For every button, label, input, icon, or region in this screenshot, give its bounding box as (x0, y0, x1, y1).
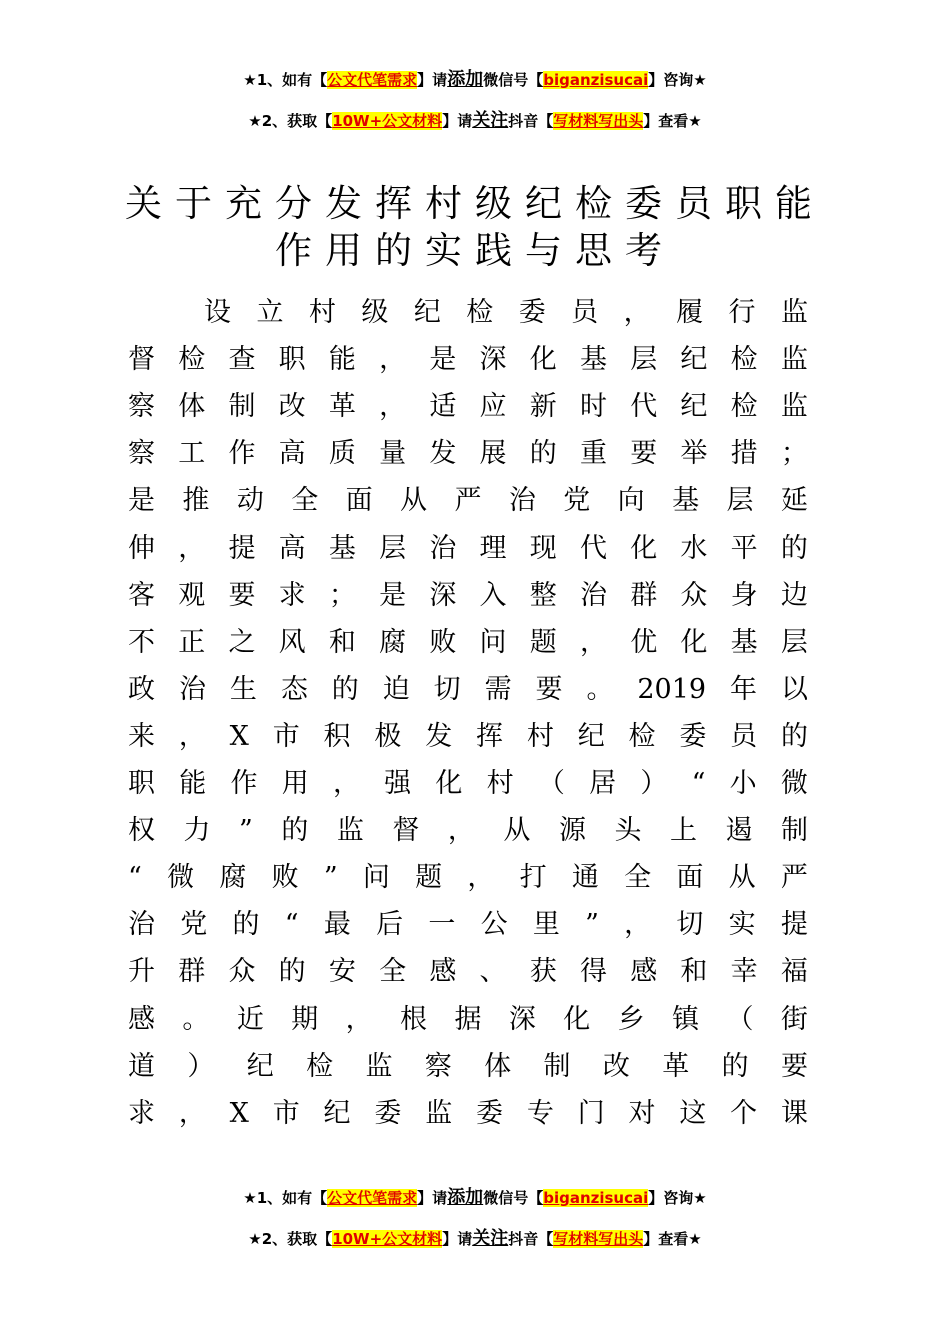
body-char: 基 (328, 532, 356, 564)
body-char: 市 (272, 1097, 300, 1129)
body-char: 全 (291, 485, 319, 517)
body-char: “ (284, 909, 299, 941)
promo-text: 抖音【 (508, 112, 554, 130)
body-char: 群 (630, 579, 658, 611)
body-line (128, 576, 808, 616)
body-char: 检 (628, 720, 656, 752)
body-char: 高 (278, 438, 306, 470)
body-char: 应 (479, 391, 507, 423)
body-char: 镇 (672, 1003, 700, 1035)
body-char: 员 (730, 720, 758, 752)
body-line (128, 764, 808, 804)
body-char: 检 (730, 344, 758, 376)
body-char: （ (537, 768, 565, 799)
body-char: 从 (728, 862, 756, 894)
body-char: 治 (508, 485, 536, 517)
body-char: 公 (480, 909, 508, 941)
body-char: 新 (529, 391, 557, 423)
body-char: ； (780, 438, 808, 470)
body-char: 察 (128, 391, 155, 423)
body-char: 的 (780, 532, 808, 564)
body-char: 监 (780, 297, 808, 328)
header-promo-line-1 (0, 70, 950, 90)
body-char: 立 (256, 297, 284, 328)
body-char: 质 (328, 438, 356, 470)
body-char: 纪 (323, 1097, 351, 1129)
body-char: 深 (429, 579, 457, 611)
body-char: 的 (278, 956, 306, 988)
body-char: 委 (518, 297, 546, 328)
body-line (128, 340, 808, 380)
body-char: ） (187, 1050, 215, 1082)
body-char: ， (447, 815, 475, 847)
body-char: 败 (271, 862, 299, 894)
body-line (128, 1094, 808, 1134)
body-char: 课 (781, 1097, 808, 1129)
body-char: 监 (780, 344, 808, 376)
body-char: ， (178, 1097, 206, 1129)
body-char: 职 (128, 768, 155, 799)
body-char: 行 (728, 297, 756, 328)
body-char: 察 (424, 1050, 452, 1082)
body-char: 检 (466, 297, 494, 328)
body-char: 个 (730, 1097, 758, 1129)
body-char: 要 (535, 673, 563, 705)
body-char: 层 (379, 532, 407, 564)
body-char: X (229, 720, 249, 752)
body-char: 根 (400, 1003, 428, 1035)
promo-text: ★1、如有【 (243, 71, 328, 89)
body-char: 纪 (413, 297, 441, 328)
body-char: 来 (128, 720, 155, 752)
body-char: 福 (780, 956, 808, 988)
document-title-line-2: 作用的实践与思考 (275, 229, 675, 272)
body-char: 要 (630, 438, 658, 470)
body-char: 履 (676, 297, 704, 328)
body-char: 期 (291, 1003, 319, 1035)
body-char: 求 (278, 579, 306, 611)
body-char: 风 (278, 626, 306, 658)
body-char: 乡 (617, 1003, 645, 1035)
body-char: 检 (306, 1050, 334, 1082)
body-char: 众 (228, 956, 256, 988)
body-char: 督 (392, 815, 420, 847)
body-char: 。 (586, 673, 614, 705)
body-char: 治 (579, 579, 607, 611)
promo-highlight: 10W+公文材料 (332, 112, 443, 130)
promo-text: 】请 (442, 112, 473, 130)
body-char: 小 (729, 768, 757, 799)
body-char: 级 (361, 297, 389, 328)
body-line (128, 811, 808, 851)
body-char: 委 (374, 1097, 402, 1129)
body-char: 层 (726, 485, 754, 517)
body-char: ， (624, 909, 652, 941)
body-char: 题 (415, 862, 443, 894)
body-char: 打 (519, 862, 547, 894)
body-char: 后 (376, 909, 404, 941)
body-char: 整 (529, 579, 557, 611)
body-char: 2019 (637, 673, 707, 705)
body-char: 道 (128, 1050, 155, 1082)
body-char: 挥 (476, 720, 504, 752)
promo-text: 】请 (442, 1230, 473, 1248)
body-char: 制 (228, 391, 256, 423)
promo-highlight: biganzisucai (543, 1189, 649, 1207)
promo-text: ★1、如有【 (243, 1189, 328, 1207)
body-char: “ (691, 768, 706, 799)
body-char: 入 (479, 579, 507, 611)
body-char: 遏 (725, 815, 753, 847)
body-char: 理 (479, 532, 507, 564)
body-char: 年 (730, 673, 758, 705)
body-char: 得 (579, 956, 607, 988)
body-char: 能 (328, 344, 356, 376)
body-char: 这 (679, 1097, 707, 1129)
body-char: 改 (278, 391, 306, 423)
body-char: 基 (579, 344, 607, 376)
body-char: 治 (429, 532, 457, 564)
body-char: ， (178, 532, 206, 564)
body-char: X (229, 1097, 249, 1129)
body-char: 化 (529, 344, 557, 376)
body-char: 代 (579, 532, 607, 564)
body-char: 推 (182, 485, 210, 517)
body-char: 的 (232, 909, 260, 941)
body-char: 获 (529, 956, 557, 988)
body-char: ” (585, 909, 599, 941)
body-line (204, 293, 808, 333)
body-char: 严 (454, 485, 482, 517)
promo-highlight: 公文代笔需求 (327, 71, 418, 89)
body-char: 深 (479, 344, 507, 376)
body-char: 体 (178, 391, 206, 423)
promo-text: 】查看★ (643, 1230, 702, 1248)
body-char: ， (623, 297, 651, 328)
body-char: 治 (178, 673, 206, 705)
body-char: 要 (780, 1050, 808, 1082)
promo-text: 微信号【 (483, 71, 544, 89)
body-char: ， (345, 1003, 373, 1035)
header-promo-line-2 (0, 111, 950, 131)
body-char: 观 (178, 579, 206, 611)
body-line (128, 434, 808, 474)
body-char: 居 (589, 768, 617, 799)
body-char: 的 (781, 720, 808, 752)
body-char: 最 (323, 909, 351, 941)
body-char: ； (328, 579, 356, 611)
body-line (128, 529, 808, 569)
body-char: 面 (345, 485, 373, 517)
body-char: 据 (454, 1003, 482, 1035)
body-char: 正 (178, 626, 206, 658)
body-char: 强 (384, 768, 412, 799)
promo-highlight: 10W+公文材料 (332, 1230, 443, 1248)
body-char: 检 (178, 344, 206, 376)
body-char: 纪 (680, 344, 708, 376)
body-char: 是 (429, 344, 457, 376)
body-char: 专 (526, 1097, 554, 1129)
body-char: ” (239, 815, 253, 847)
body-char: 是 (379, 579, 407, 611)
promo-text: 】请 (417, 71, 448, 89)
body-line (128, 387, 808, 427)
body-char: ” (323, 862, 338, 894)
body-char: 层 (630, 344, 658, 376)
body-char: 高 (278, 532, 306, 564)
promo-highlight: 写材料写出头 (553, 112, 644, 130)
body-char: 适 (429, 391, 457, 423)
body-char: 的 (281, 815, 309, 847)
promo-text: 】查看★ (643, 112, 702, 130)
body-char: 感 (630, 956, 658, 988)
body-char: 基 (672, 485, 700, 517)
document-title-line-1: 关于充分发挥村级纪检委员职能 (125, 182, 825, 225)
promo-text: 】咨询★ (648, 1189, 707, 1207)
promo-text: 】请 (417, 1189, 448, 1207)
body-char: 用 (281, 768, 309, 799)
body-char: 里 (532, 909, 560, 941)
promo-emphasis: 关注 (472, 1228, 509, 1249)
body-char: 员 (571, 297, 599, 328)
body-char: 监 (780, 391, 808, 423)
promo-highlight: 公文代笔需求 (327, 1189, 418, 1207)
body-char: 求 (128, 1097, 155, 1129)
body-char: ， (579, 626, 607, 658)
body-char: 群 (178, 956, 206, 988)
body-char: 制 (781, 815, 808, 847)
body-char: 察 (128, 438, 155, 470)
body-char: 优 (630, 626, 658, 658)
body-char: 严 (780, 862, 808, 894)
body-char: 客 (128, 579, 155, 611)
body-char: 村 (308, 297, 336, 328)
body-char: 纪 (577, 720, 605, 752)
body-char: 之 (228, 626, 256, 658)
body-line (128, 952, 808, 992)
body-char: 腐 (379, 626, 407, 658)
body-char: 权 (128, 815, 155, 847)
body-char: 败 (429, 626, 457, 658)
body-char: 动 (236, 485, 264, 517)
body-char: 需 (484, 673, 512, 705)
body-char: 展 (479, 438, 507, 470)
body-char: （ (726, 1003, 754, 1035)
body-char: 基 (730, 626, 758, 658)
body-char: 实 (728, 909, 756, 941)
body-char: 、 (479, 956, 507, 988)
promo-text: 抖音【 (508, 1230, 554, 1248)
body-char: ， (332, 768, 360, 799)
body-char: 重 (579, 438, 607, 470)
body-char: 检 (730, 391, 758, 423)
body-char: ， (379, 391, 407, 423)
body-char: 身 (730, 579, 758, 611)
body-char: 生 (229, 673, 257, 705)
body-char: 极 (374, 720, 402, 752)
body-char: 政 (128, 673, 155, 705)
promo-text: 】咨询★ (648, 71, 707, 89)
body-char: 的 (529, 438, 557, 470)
body-char: 不 (128, 626, 155, 658)
body-line (128, 481, 808, 521)
body-char: 监 (425, 1097, 453, 1129)
body-char: 化 (630, 532, 658, 564)
body-char: 从 (503, 815, 531, 847)
body-char: 设 (204, 297, 231, 328)
body-char: 微 (167, 862, 195, 894)
body-char: 延 (780, 485, 808, 517)
body-char: 面 (676, 862, 704, 894)
body-char: 升 (128, 956, 155, 988)
body-char: 化 (435, 768, 463, 799)
promo-text: ★2、获取【 (248, 1230, 333, 1248)
body-char: 市 (272, 720, 300, 752)
body-char: 头 (614, 815, 642, 847)
body-char: 水 (680, 532, 708, 564)
body-char: 党 (563, 485, 591, 517)
body-char: “ (128, 862, 142, 894)
body-char: 的 (331, 673, 359, 705)
body-char: 能 (179, 768, 207, 799)
body-char: 问 (479, 626, 507, 658)
body-char: 措 (730, 438, 758, 470)
body-char: ， (379, 344, 407, 376)
body-char: 通 (571, 862, 599, 894)
body-char: 积 (323, 720, 351, 752)
body-char: 村 (486, 768, 514, 799)
body-char: 委 (679, 720, 707, 752)
body-char: 全 (379, 956, 407, 988)
body-char: 监 (336, 815, 364, 847)
body-char: 街 (780, 1003, 808, 1035)
footer-promo-line-2 (0, 1229, 950, 1249)
body-char: 监 (365, 1050, 393, 1082)
body-char: 微 (780, 768, 808, 799)
body-char: 工 (178, 438, 206, 470)
body-char: 感 (128, 1003, 155, 1035)
body-char: 职 (278, 344, 306, 376)
body-char: 平 (730, 532, 758, 564)
body-char: 一 (428, 909, 456, 941)
body-char: 安 (328, 956, 356, 988)
body-char: 迫 (382, 673, 410, 705)
promo-emphasis: 添加 (447, 69, 484, 90)
body-char: 督 (128, 344, 155, 376)
body-char: 提 (228, 532, 256, 564)
body-char: 向 (617, 485, 645, 517)
body-char: 体 (484, 1050, 512, 1082)
body-char: 层 (780, 626, 808, 658)
body-char: 以 (780, 673, 808, 705)
body-char: 化 (680, 626, 708, 658)
body-char: 革 (662, 1050, 690, 1082)
body-char: 作 (228, 438, 256, 470)
body-char: 村 (526, 720, 554, 752)
promo-highlight: biganzisucai (543, 71, 649, 89)
promo-emphasis: 添加 (447, 1187, 484, 1208)
body-char: 时 (579, 391, 607, 423)
body-char: 深 (508, 1003, 536, 1035)
body-char: 和 (328, 626, 356, 658)
body-char: 化 (563, 1003, 591, 1035)
body-char: 感 (429, 956, 457, 988)
promo-highlight: 写材料写出头 (553, 1230, 644, 1248)
body-char: 提 (780, 909, 808, 941)
body-char: 上 (669, 815, 697, 847)
body-char: 全 (624, 862, 652, 894)
body-char: 查 (228, 344, 256, 376)
body-char: 和 (680, 956, 708, 988)
body-char: 举 (680, 438, 708, 470)
body-line (128, 1000, 808, 1040)
body-char: 治 (128, 909, 155, 941)
body-char: 门 (577, 1097, 605, 1129)
body-char: 问 (362, 862, 390, 894)
promo-emphasis: 关注 (472, 110, 509, 131)
body-char: 纪 (246, 1050, 274, 1082)
body-char: 幸 (730, 956, 758, 988)
body-char: 力 (183, 815, 211, 847)
body-char: 革 (328, 391, 356, 423)
body-char: 现 (529, 532, 557, 564)
body-char: 态 (280, 673, 308, 705)
body-line (128, 858, 808, 898)
body-char: 改 (602, 1050, 630, 1082)
body-char: 代 (630, 391, 658, 423)
body-char: 作 (230, 768, 258, 799)
body-char: 伸 (128, 532, 155, 564)
body-char: 。 (182, 1003, 210, 1035)
body-char: 题 (529, 626, 557, 658)
promo-text: ★2、获取【 (248, 112, 333, 130)
body-line (128, 905, 808, 945)
body-char: 发 (425, 720, 453, 752)
body-char: 量 (379, 438, 407, 470)
body-line (128, 623, 808, 663)
body-char: 委 (476, 1097, 504, 1129)
body-char: 切 (676, 909, 704, 941)
body-char: 发 (429, 438, 457, 470)
body-line (128, 717, 808, 757)
body-char: 党 (180, 909, 208, 941)
body-char: ） (640, 768, 668, 799)
body-char: 要 (228, 579, 256, 611)
body-char: ， (467, 862, 495, 894)
body-char: 边 (780, 579, 808, 611)
footer-promo-line-1 (0, 1188, 950, 1208)
body-char: 对 (628, 1097, 656, 1129)
body-char: 从 (400, 485, 428, 517)
body-char: 腐 (219, 862, 247, 894)
promo-text: 微信号【 (483, 1189, 544, 1207)
body-char: 的 (721, 1050, 749, 1082)
body-char: 是 (128, 485, 155, 517)
body-line (128, 1047, 808, 1087)
body-char: 切 (433, 673, 461, 705)
body-char: 众 (680, 579, 708, 611)
body-char: ， (178, 720, 206, 752)
body-char: 制 (543, 1050, 571, 1082)
body-char: 近 (236, 1003, 264, 1035)
body-char: 源 (558, 815, 586, 847)
body-line (128, 670, 808, 710)
body-char: 纪 (680, 391, 708, 423)
